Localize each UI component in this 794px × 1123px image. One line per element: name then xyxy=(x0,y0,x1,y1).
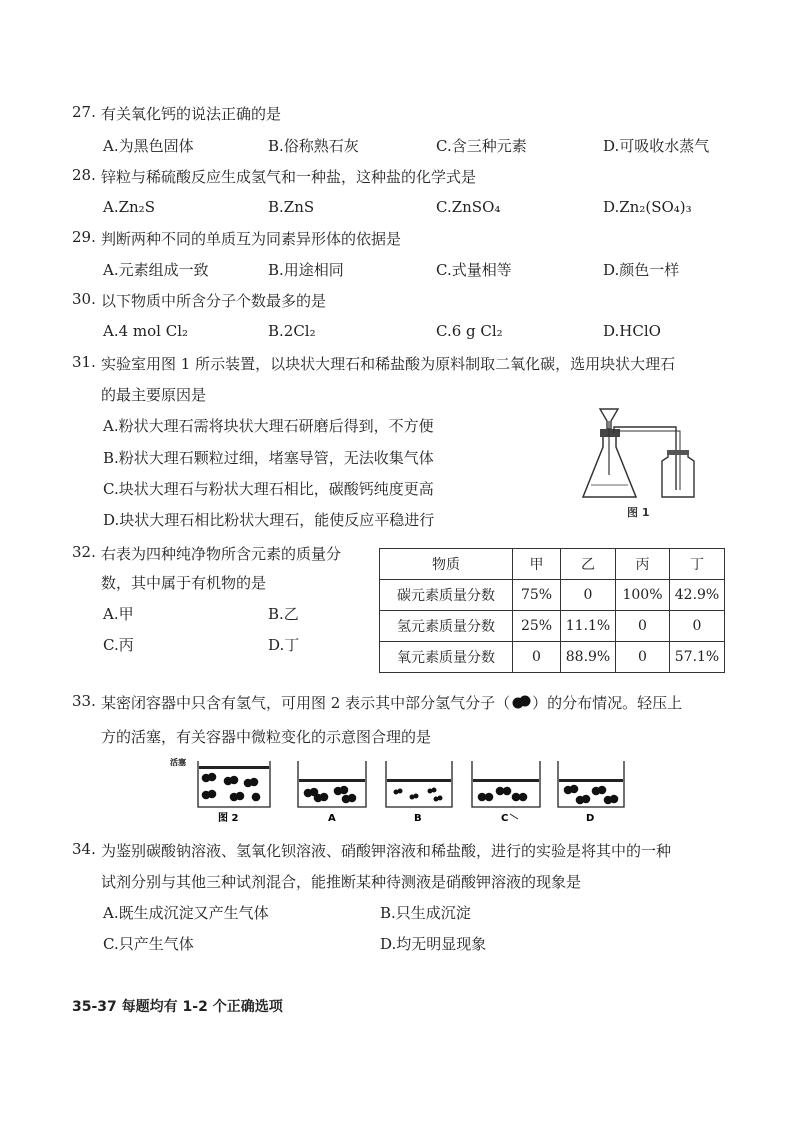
q33-stem-part2: ）的分布情况。轻压上 xyxy=(532,694,683,712)
q33-stem-line1 xyxy=(101,692,682,713)
q31-option-a: A.粉状大理石需将块状大理石研磨后得到，不方便 xyxy=(103,417,434,435)
q32-option-c: C.丙 xyxy=(103,636,134,654)
hydrogen-molecule-icon xyxy=(510,695,532,709)
table-header-cell: 丁 xyxy=(670,549,725,580)
q29-number: 29. xyxy=(72,228,96,246)
q29-option-d: D.颜色一样 xyxy=(603,261,680,279)
table-cell: 100% xyxy=(616,580,670,611)
q31-option-d: D.块状大理石相比粉状大理石，能使反应平稳进行 xyxy=(103,511,435,529)
element-mass-fraction-table xyxy=(379,548,725,673)
q33-stem-line2: 方的活塞，有关容器中微粒变化的示意图合理的是 xyxy=(101,728,432,746)
q29-option-c: C.式量相等 xyxy=(436,261,512,279)
table-row xyxy=(380,611,725,642)
q27-stem: 有关氧化钙的说法正确的是 xyxy=(101,105,282,123)
table-cell: 碳元素质量分数 xyxy=(380,580,513,611)
table-cell: 0 xyxy=(513,642,561,673)
table-header-cell: 乙 xyxy=(561,549,616,580)
option-d-label: D xyxy=(586,813,595,824)
table-cell: 25% xyxy=(513,611,561,642)
q32-option-a: A.甲 xyxy=(103,605,134,623)
q27-option-a: A.为黑色固体 xyxy=(103,137,194,155)
q34-stem-line2: 试剂分别与其他三种试剂混合，能推断某种待测液是硝酸钾溶液的现象是 xyxy=(101,873,582,891)
q32-stem-line1: 右表为四种纯净物所含元素的质量分 xyxy=(101,545,342,563)
table-header-cell: 物质 xyxy=(380,549,513,580)
q28-number: 28. xyxy=(72,166,96,184)
figure-1-caption: 图 1 xyxy=(627,506,650,519)
q29-stem: 判断两种不同的单质互为同素异形体的依据是 xyxy=(101,230,402,248)
table-cell: 0 xyxy=(561,580,616,611)
table-cell: 75% xyxy=(513,580,561,611)
q27-option-b: B.俗称熟石灰 xyxy=(268,137,359,155)
q28-option-b: B.ZnS xyxy=(268,198,315,216)
q34-option-d: D.均无明显现象 xyxy=(380,935,487,953)
q32-stem-line2: 数，其中属于有机物的是 xyxy=(101,574,267,592)
table-row xyxy=(380,642,725,673)
q30-option-d: D.HClO xyxy=(603,322,661,340)
q28-option-a: A.Zn₂S xyxy=(103,198,155,216)
q31-option-b: B.粉状大理石颗粒过细，堵塞导管，无法收集气体 xyxy=(103,449,434,467)
table-cell: 57.1% xyxy=(670,642,725,673)
table-cell: 42.9% xyxy=(670,580,725,611)
table-cell: 11.1% xyxy=(561,611,616,642)
table-cell: 0 xyxy=(616,611,670,642)
q28-option-d: D.Zn₂(SO₄)₃ xyxy=(603,198,692,216)
q31-stem-line1: 实验室用图 1 所示装置，以块状大理石和稀盐酸为原料制取二氧化碳，选用块状大理石 xyxy=(101,355,676,373)
table-cell: 0 xyxy=(670,611,725,642)
section-instruction: 35-37 每题均有 1-2 个正确选项 xyxy=(72,999,283,1015)
q33-stem-part1: 某密闭容器中只含有氢气，可用图 2 表示其中部分氢气分子（ xyxy=(101,694,511,712)
q34-number: 34. xyxy=(72,840,96,858)
q32-option-b: B.乙 xyxy=(268,605,299,623)
q30-option-c: C.6 g Cl₂ xyxy=(436,322,503,340)
q27-number: 27. xyxy=(72,103,96,121)
q34-option-c: C.只产生气体 xyxy=(103,935,194,953)
table-cell: 氢元素质量分数 xyxy=(380,611,513,642)
q27-option-d: D.可吸收水蒸气 xyxy=(603,137,710,155)
table-cell: 氧元素质量分数 xyxy=(380,642,513,673)
q33-number: 33. xyxy=(72,692,96,710)
option-b-label: B xyxy=(414,813,422,824)
q31-stem-line2: 的最主要原因是 xyxy=(101,386,207,404)
q31-number: 31. xyxy=(72,353,96,371)
table-header-row xyxy=(380,549,725,580)
option-a-label: A xyxy=(328,813,336,824)
q29-option-b: B.用途相同 xyxy=(268,261,344,279)
q32-number: 32. xyxy=(72,543,96,561)
q34-stem-line1: 为鉴别碳酸钠溶液、氢氧化钡溶液、硝酸钾溶液和稀盐酸，进行的实验是将其中的一种 xyxy=(101,842,672,860)
option-c-label: C xyxy=(501,813,509,824)
figure-2-containers xyxy=(168,757,628,825)
figure-1-apparatus xyxy=(578,405,708,520)
q29-option-a: A.元素组成一致 xyxy=(103,261,209,279)
q27-option-c: C.含三种元素 xyxy=(436,137,527,155)
table-cell: 88.9% xyxy=(561,642,616,673)
figure-2-caption: 图 2 xyxy=(218,813,239,824)
q34-option-a: A.既生成沉淀又产生气体 xyxy=(103,904,269,922)
table-row xyxy=(380,580,725,611)
q30-option-a: A.4 mol Cl₂ xyxy=(103,322,189,340)
q30-stem: 以下物质中所含分子个数最多的是 xyxy=(101,292,327,310)
table-header-cell: 丙 xyxy=(616,549,670,580)
q31-option-c: C.块状大理石与粉状大理石相比，碳酸钙纯度更高 xyxy=(103,480,434,498)
table-cell: 0 xyxy=(616,642,670,673)
piston-label: 活塞 xyxy=(170,758,186,767)
q28-option-c: C.ZnSO₄ xyxy=(436,198,501,216)
table-header-cell: 甲 xyxy=(513,549,561,580)
q30-number: 30. xyxy=(72,290,96,308)
q34-option-b: B.只生成沉淀 xyxy=(380,904,471,922)
q32-option-d: D.丁 xyxy=(268,636,300,654)
q30-option-b: B.2Cl₂ xyxy=(268,322,316,340)
q28-stem: 锌粒与稀硫酸反应生成氢气和一种盐，这种盐的化学式是 xyxy=(101,168,477,186)
